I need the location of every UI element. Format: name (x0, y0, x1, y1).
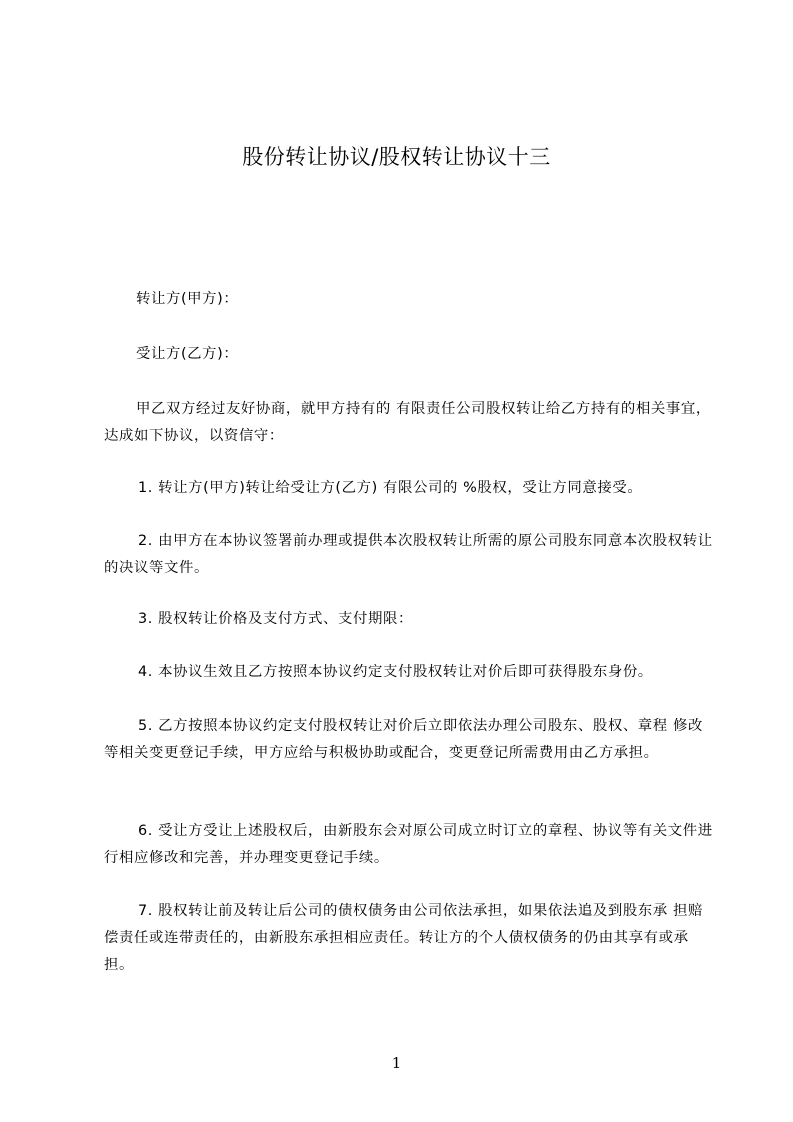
clause-7: 7. 股权转让前及转让后公司的债权债务由公司依法承担，如果依法追及到股东承 担赔偿责任或连带责任的，由新股东承担相应责任。转让方的个人债权债务的仍由其享有或承担。 (104, 903, 703, 973)
transferor-label: 转让方(甲方)： (136, 291, 239, 307)
clause-4: 4. 本协议生效且乙方按照本协议约定支付股权转让对价后即可获得股东身份。 (138, 664, 653, 680)
page-number: 1 (391, 1054, 402, 1072)
clause-2: 2. 由甲方在本协议签署前办理或提供本次股权转让所需的原公司股东同意本次股权转让的决议等文件。 (104, 533, 713, 576)
clause-1: 1. 转让方(甲方)转让给受让方(乙方) 有限公司的 %股权，受让方同意接受。 (138, 480, 643, 496)
transferee-label: 受让方(乙方)： (136, 346, 239, 362)
clause-5: 5. 乙方按照本协议约定支付股权转让对价后立即依法办理公司股东、股权、章程 修改等相关变更登记手续，甲方应给与积极协助或配合，变更登记所需费用由乙方承担。 (104, 718, 703, 761)
clause-3: 3. 股权转让价格及支付方式、支付期限： (138, 611, 413, 627)
intro-paragraph: 甲乙双方经过友好协商，就甲方持有的 有限责任公司股权转让给乙方持有的相关事宜，达成如下协议，以资信守： (104, 401, 711, 444)
clause-6: 6. 受让方受让上述股权后，由新股东会对原公司成立时订立的章程、协议等有关文件进行相应修改和完善，并办理变更登记手续。 (104, 823, 713, 866)
document-title: 股份转让协议/股权转让协议十三 (242, 145, 551, 169)
